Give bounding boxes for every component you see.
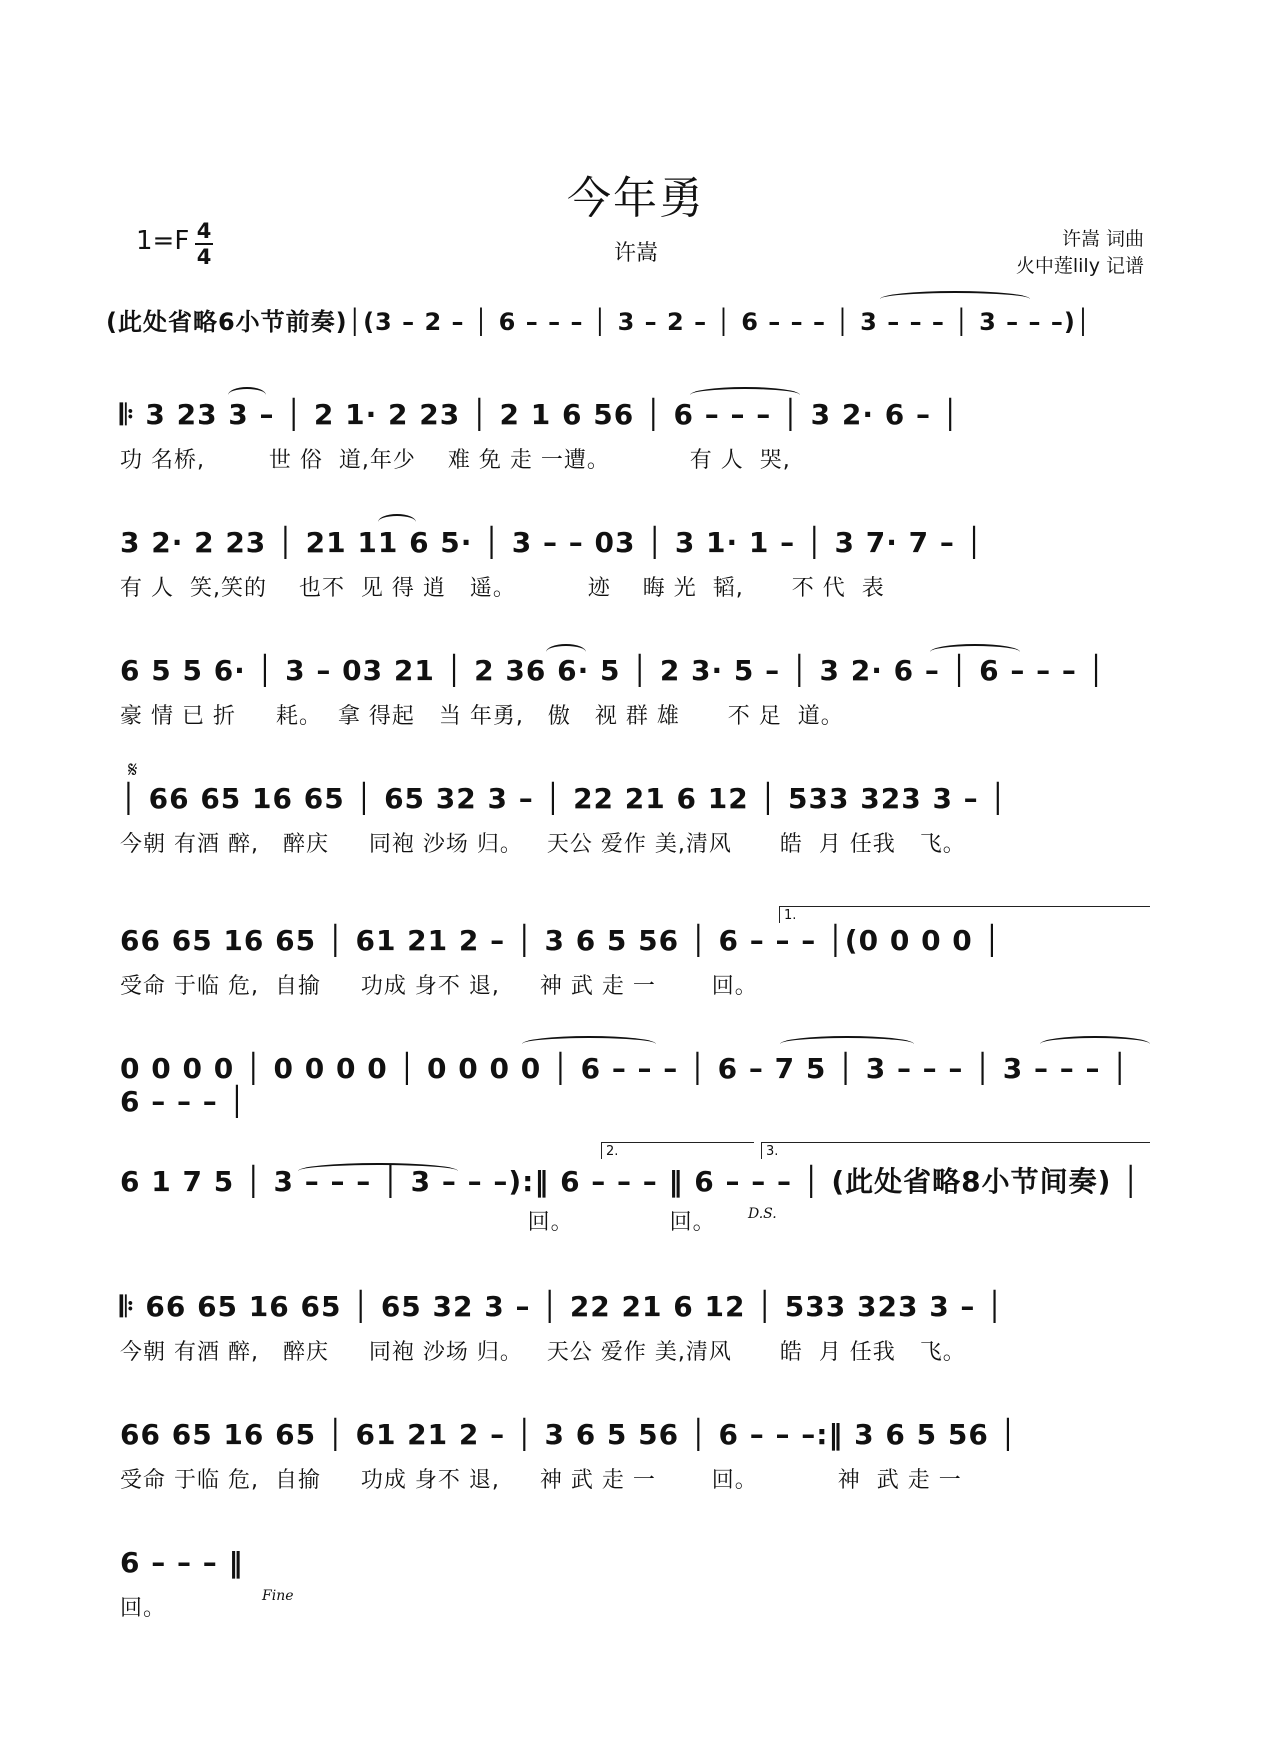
lyrics-line: 今朝 有酒 醉, 醉庆 同袍 沙场 归。 天公 爱作 美,清风 皓 月 任我 飞。 [120, 1340, 966, 1365]
volta-2 [601, 1142, 754, 1159]
ds-mark: D.S. [748, 1206, 777, 1222]
volta-3 [761, 1142, 1150, 1159]
volta-1-label: 1. [784, 908, 797, 923]
time-signature-top: 4 [196, 219, 212, 243]
slur [780, 1036, 914, 1052]
lyrics-line: 有 人 笑,笑的 也不 见 得 逍 遥。 迹 晦 光 韬, 不 代 表 [120, 576, 885, 601]
slur [546, 644, 586, 660]
slur [228, 387, 266, 403]
credits [1016, 226, 1144, 280]
lyrics-line: 回。 [120, 1596, 167, 1621]
notation-line: 66 65 16 65 │ 61 21 2 – │ 3 6 5 56 │ 6 – – – │(0 0 0 0 │ [120, 924, 1002, 957]
lyrics-line: 功 名桥, 世 俗 道,年少 难 免 走 一遭。 有 人 哭, [120, 448, 791, 473]
lyrics-line: 回。 回。 [120, 1210, 716, 1235]
notation-line: 0 0 0 0 │ 0 0 0 0 │ 0 0 0 0 │ 6 – – – │ 6 – 7 5 │ 3 – – – │ 3 – – – │ 6 – – – │ [120, 1052, 1130, 1118]
lyrics-line: 今朝 有酒 醉, 醉庆 同袍 沙场 归。 天公 爱作 美,清风 皓 月 任我 飞。 [120, 832, 966, 857]
fine-mark: Fine [262, 1588, 294, 1604]
notation-line: 6 – – – ‖ [120, 1546, 244, 1579]
lyrics-line: 豪 情 已 折 耗。 拿 得起 当 年勇, 傲 视 群 雄 不 足 道。 [120, 704, 844, 729]
notation-line: 6 1 7 5 │ 3 – – – │ 3 – – –):‖ 6 – – – ‖ 6 – – – │ (此处省略8小节间奏) │ [120, 1165, 1141, 1198]
time-signature [193, 220, 215, 268]
notation-line: 3 2· 2 23 │ 21 11 6 5· │ 3 – – 03 │ 3 1· 1 – │ 3 7· 7 – │ [120, 526, 984, 559]
notation-line: 66 65 16 65 │ 61 21 2 – │ 3 6 5 56 │ 6 – – –:‖ 3 6 5 56 │ [120, 1418, 1018, 1451]
segno-sign: 𝄋 [128, 758, 138, 783]
slur [378, 514, 416, 530]
credit-transcriber: 火中莲lily 记谱 [1015, 255, 1144, 277]
notation-line: 𝄆 3 23 3 – │ 2 1· 2 23 │ 2 1 6 56 │ 6 – – – │ 3 2· 6 – │ [120, 398, 960, 431]
volta-2-label: 2. [606, 1144, 619, 1159]
slur [298, 1163, 458, 1179]
slur [690, 387, 800, 403]
slur [930, 644, 1020, 660]
volta-3-label: 3. [766, 1144, 779, 1159]
volta-1 [779, 906, 1150, 923]
slur [1040, 1036, 1150, 1052]
slur [522, 1036, 656, 1052]
lyrics-line: 受命 于临 危, 自揄 功成 身不 退, 神 武 走 一 回。 [120, 974, 758, 999]
notation-line: 𝄆 66 65 16 65 │ 65 32 3 – │ 22 21 6 12 │ 533 323 3 – │ [120, 1290, 1005, 1323]
credit-lyrics: 许嵩 词曲 [1061, 228, 1144, 250]
slur [880, 291, 1030, 307]
song-title: 今年勇 [567, 173, 705, 224]
notation-line: 6 5 5 6· │ 3 – 03 21 │ 2 36 6· 5 │ 2 3· 5 – │ 3 2· 6 – │ 6 – – – │ [120, 654, 1106, 687]
singer-name: 许嵩 [613, 241, 658, 266]
lyrics-line: 受命 于临 危, 自揄 功成 身不 退, 神 武 走 一 回。 神 武 走 一 [120, 1468, 962, 1493]
key-signature: 1=F [136, 226, 190, 256]
notation-line: │ 66 65 16 65 │ 65 32 3 – │ 22 21 6 12 │ 533 323 3 – │ [120, 782, 1008, 815]
notation-line: (此处省略6小节前奏)│(3 – 2 – │ 6 – – – │ 3 – 2 – │ 6 – – – │ 3 – – – │ 3 – – –)│ [106, 308, 1092, 336]
time-signature-bottom: 4 [196, 245, 212, 269]
